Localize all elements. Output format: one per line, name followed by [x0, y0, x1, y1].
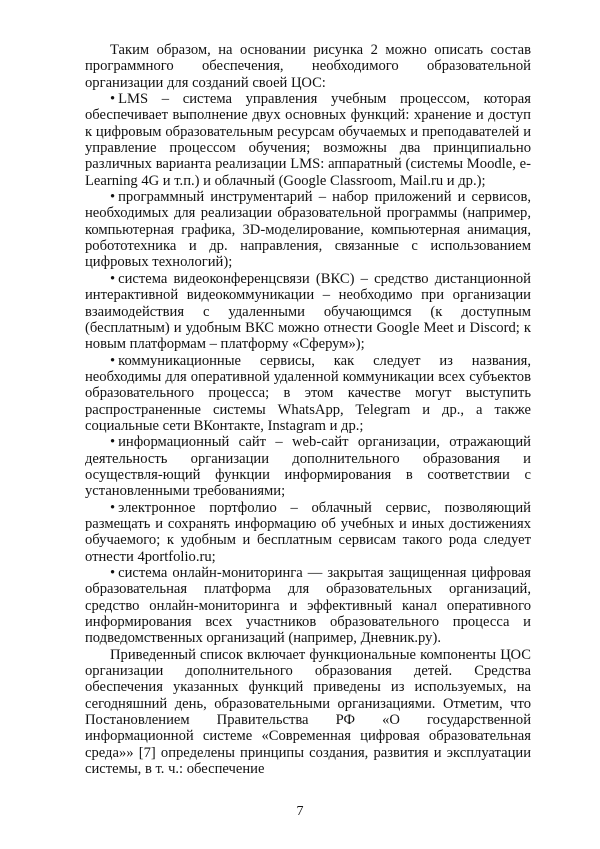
bullet-text: система видеоконференцсвязи (ВКС) – средство дистанционной интерактивной видеокоммуникации – необходимо при организации взаимодействия с удаленными обучающимся (к доступным (бесплатным) и удобным ВКС можно отнести Google Meet и Discord; к новым платформам – платформу «Сферум»); — [85, 270, 531, 353]
intro-paragraph: Таким образом, на основании рисунка 2 можно описать состав программного обеспечения, необходимого образовательной организации для созданий своей ЦОС: — [85, 42, 531, 91]
page-body — [85, 42, 531, 777]
bullet-item-videoconference — [85, 271, 531, 353]
bullet-icon: • — [110, 434, 116, 451]
bullet-icon: • — [110, 352, 116, 369]
bullet-icon: • — [110, 189, 116, 206]
bullet-icon: • — [110, 565, 116, 581]
bullet-text: система онлайн-мониторинга — закрытая защищенная цифровая образовательная платформа для образовательных организаций, средство онлайн-мониторинга и эффективный канал оперативного информирования всех участников образовательного процесса и подведомственных организаций (например, Дневник.ру). — [85, 565, 531, 647]
bullet-text: программный инструментарий – набор приложений и сервисов, необходимых для реализации образовательной программы (например, компьютерная графика, 3D-моделирование, компьютерная анимация, робототехника и др. направления, связанные с использованием цифровых технологий); — [85, 189, 531, 271]
bullet-text: LMS – система управления учебным процессом, которая обеспечивает выполнение двух основных функций: хранение и доступ к цифровым образовательным ресурсам обучаемых и преподавателей и управление процессом обучения; возможны два принципиально различных варианта реализации LMS: аппаратный (системы Moodle, e-Learning 4G и т.п.) и облачный (Google Classroom, Mail.ru и др.); — [85, 91, 531, 189]
bullet-text: коммуникационные сервисы, как следует из названия, необходимы для оперативной удаленной коммуникации всех субъектов образовательного процесса; в этом качестве могут выступить распространенные системы WhatsApp, Telegram и др., а также социальные сети ВКонтакте, Instagram и др.; — [85, 352, 531, 434]
closing-paragraph: Приведенный список включает функциональные компоненты ЦОС организации дополнительного образования детей. Средства обеспечения указанных функций приведены из используемых, на сегодняшний день, образовательными организациями. Отметим, что Постановлением Правительства РФ «О государственной информационной системе «Современная цифровая образовательная среда»» [7] определены принципы создания, развития и эксплуатации системы, в т. ч.: обеспечение — [85, 646, 531, 778]
page-number: 7 — [296, 804, 304, 819]
bullet-item-lms — [85, 91, 531, 189]
bullet-item-software-tools — [85, 189, 531, 271]
bullet-item-monitoring — [85, 565, 531, 647]
bullet-item-website — [85, 434, 531, 499]
bullet-icon: • — [110, 499, 116, 516]
bullet-item-communication — [85, 353, 531, 435]
bullet-item-portfolio — [85, 500, 531, 565]
bullet-text: электронное портфолио – облачный сервис, позволяющий размещать и сохранять информацию об учебных и иных достижениях обучаемого; к удобным и бесплатным сервисам такого рода следует отнести 4portfolio.ru; — [85, 499, 531, 565]
bullet-icon: • — [110, 91, 116, 108]
bullet-text: информационный сайт – web-сайт организации, отражающий деятельность организации дополнительного образования и осуществля-ющий функции информирования в соответствии с установленными требованиями; — [85, 434, 531, 500]
bullet-icon: • — [110, 270, 116, 287]
